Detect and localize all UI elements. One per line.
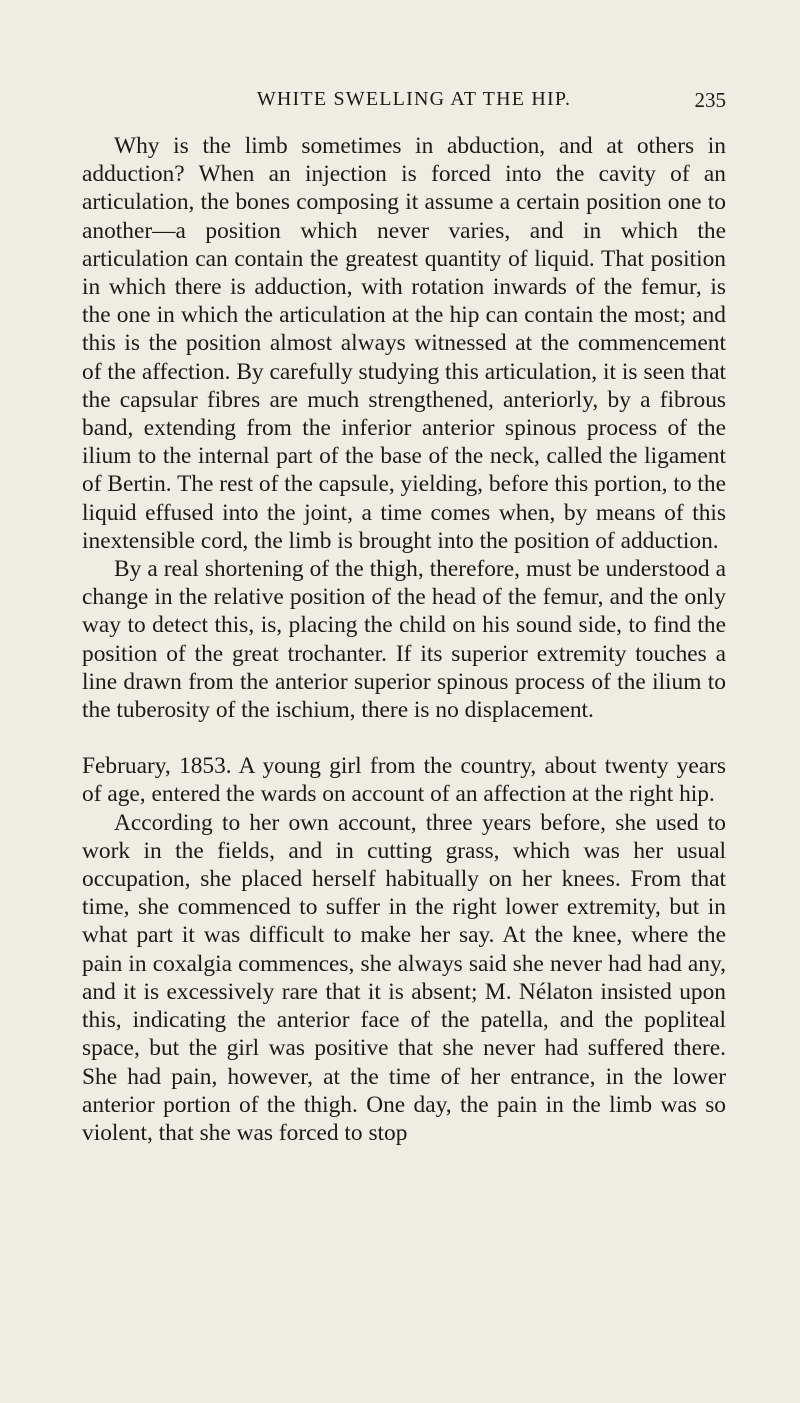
running-head-title: WHITE SWELLING AT THE HIP. <box>256 88 572 110</box>
paragraph-case-history: According to her own account, three years before, she used to work in the fields, and in cutting grass, which was her usual occupation, she placed herself habitually on her knees. From that time, she commenced to suffer in the right lower extremity, but in what part it was difficult to make her say. At the knee, where the pain in coxalgia commences, she always said she never had had any, and it is excessively rare that it is absent; M. Nélaton insisted upon this, indicating the anterior face of the patella, and the popliteal space, but the girl was positive that she never had suffered there. She had pain, however, at the time of her entrance, in the lower anterior portion of the thigh. One day, the pain in the limb was so violent, that she was forced to stop <box>82 809 726 1146</box>
paragraph-case-intro: February, 1853. A young girl from the country, about twenty years of age, entered the wards on account of an affection at the right hip. <box>82 753 726 808</box>
paragraph-abduction-question: Why is the limb sometimes in abduction, and at others in adduction? When an injection is forced into the cavity of an articulation, the bones composing it assume a certain position one to another—a position which never varies, and in which the articulation can contain the greatest quantity of liquid. That position in which there is adduction, with rotation inwards of the femur, is the one in which the articulation at the hip can contain the most; and this is the position almost always witnessed at the commencement of the affection. By carefully studying this articulation, it is seen that the capsular fibres are much strengthened, anteriorly, by a fibrous band, extending from the inferior anterior spinous process of the ilium to the internal part of the base of the neck, called the ligament of Bertin. The rest of the capsule, yielding, before this portion, to the liquid effused into the joint, a time comes when, by means of this inextensible cord, the limb is brought into the position of adduction. <box>82 133 726 554</box>
body-text <box>82 132 726 1147</box>
paragraph-shortening: By a real shortening of the thigh, therefore, must be understood a change in the relative position of the head of the femur, and the only way to detect this, is, placing the child on his sound side, to find the position of the great trochanter. If its superior extremity touches a line drawn from the anterior superior spinous process of the ilium to the tuberosity of the ischium, there is no displacement. <box>82 556 726 724</box>
running-head <box>82 88 726 118</box>
page-number: 235 <box>694 88 726 112</box>
